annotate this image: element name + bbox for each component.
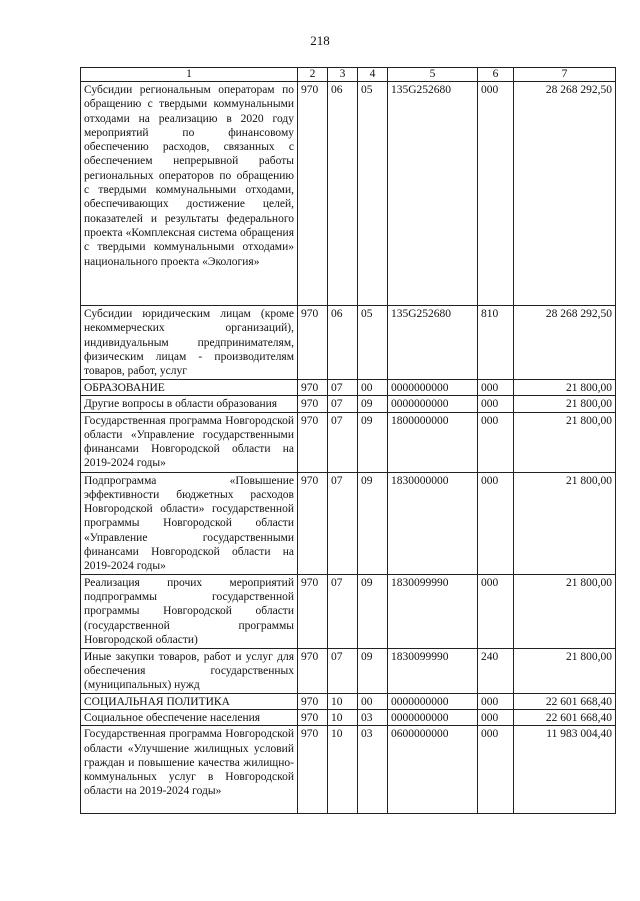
row-name-text: Субсидии региональным операторам по обращению с твердыми коммунальными отходами на реализацию в 2020 году мероприятий по финансовому обеспечению расходов, связанных с обеспечением непрерывной работы региональных операторов по обращению с твердыми коммунальными отходами, обеспечивающих достижение целей, показателей и результаты федерального проекта «Комплексная система обращения с твердыми коммунальными отходами» национального проекта «Экология»	[84, 84, 294, 268]
row-code-expense-type: 000	[478, 396, 514, 412]
row-code-section: 06	[328, 82, 358, 306]
row-code-expense-type: 000	[478, 709, 514, 725]
row-code-section: 07	[328, 574, 358, 648]
row-code-grbs: 970	[298, 472, 328, 574]
row-code-section: 07	[328, 396, 358, 412]
row-name-text: Социальное обеспечение населения	[84, 711, 261, 724]
row-name-text: Подпрограмма «Повышение эффективности бюджетных расходов Новгородской области» государственной программы Новгородской области «Управление государственными финансами Новгородской области на 2019-2024 годы»	[84, 474, 294, 573]
row-code-expense-type: 000	[478, 380, 514, 396]
header-cell: 4	[358, 68, 388, 82]
row-code-target: 0600000000	[388, 726, 478, 814]
row-code-expense-type: 000	[478, 693, 514, 709]
row-amount: 21 800,00	[514, 396, 616, 412]
row-code-section: 07	[328, 472, 358, 574]
row-name	[81, 380, 298, 396]
header-cell: 7	[514, 68, 616, 82]
row-amount: 28 268 292,50	[514, 306, 616, 380]
row-name	[81, 726, 298, 814]
row-amount: 28 268 292,50	[514, 82, 616, 306]
header-cell: 1	[81, 68, 298, 82]
row-code-subsection: 00	[358, 693, 388, 709]
table-row	[81, 693, 616, 709]
table-row	[81, 380, 616, 396]
page-number: 218	[310, 33, 330, 48]
row-amount: 21 800,00	[514, 472, 616, 574]
row-code-target: 1830099990	[388, 574, 478, 648]
table-row	[81, 472, 616, 574]
row-name	[81, 412, 298, 472]
row-code-section: 07	[328, 380, 358, 396]
table-row	[81, 306, 616, 380]
table-row	[81, 412, 616, 472]
row-code-subsection: 09	[358, 472, 388, 574]
row-name	[81, 648, 298, 693]
row-code-grbs: 970	[298, 82, 328, 306]
row-code-expense-type: 240	[478, 648, 514, 693]
row-amount: 22 601 668,40	[514, 693, 616, 709]
row-amount: 21 800,00	[514, 412, 616, 472]
row-name	[81, 306, 298, 380]
row-code-grbs: 970	[298, 726, 328, 814]
row-amount: 11 983 004,40	[514, 726, 616, 814]
row-code-subsection: 03	[358, 709, 388, 725]
row-code-subsection: 09	[358, 396, 388, 412]
row-code-target: 1830000000	[388, 472, 478, 574]
row-code-subsection: 09	[358, 574, 388, 648]
row-code-expense-type: 000	[478, 82, 514, 306]
row-code-expense-type: 000	[478, 412, 514, 472]
row-name-text: СОЦИАЛЬНАЯ ПОЛИТИКА	[84, 695, 230, 708]
row-code-target: 0000000000	[388, 380, 478, 396]
budget-table	[80, 67, 616, 814]
table-row	[81, 709, 616, 725]
row-name	[81, 82, 298, 306]
row-code-subsection: 09	[358, 648, 388, 693]
row-code-grbs: 970	[298, 412, 328, 472]
header-cell: 5	[388, 68, 478, 82]
row-code-target: 135G252680	[388, 82, 478, 306]
row-code-section: 10	[328, 726, 358, 814]
row-code-section: 10	[328, 693, 358, 709]
row-name	[81, 709, 298, 725]
row-code-grbs: 970	[298, 396, 328, 412]
row-code-target: 135G252680	[388, 306, 478, 380]
row-name-text: Иные закупки товаров, работ и услуг для обеспечения государственных (муниципальных) нужд	[84, 650, 294, 692]
row-code-expense-type: 000	[478, 574, 514, 648]
table-row	[81, 648, 616, 693]
row-amount: 21 800,00	[514, 648, 616, 693]
row-name-text: Государственная программа Новгородской области «Управление государственными финансами Новгородской области на 2019-2024 годы»	[84, 414, 294, 470]
row-name-text: Реализация прочих мероприятий подпрограммы государственной программы Новгородской области (государственной программы Новгородской области)	[84, 576, 294, 646]
row-code-target: 0000000000	[388, 396, 478, 412]
row-code-target: 0000000000	[388, 709, 478, 725]
row-code-subsection: 00	[358, 380, 388, 396]
row-code-section: 07	[328, 648, 358, 693]
row-code-section: 10	[328, 709, 358, 725]
row-code-target: 1800000000	[388, 412, 478, 472]
row-name	[81, 574, 298, 648]
header-cell: 2	[298, 68, 328, 82]
row-code-expense-type: 000	[478, 472, 514, 574]
row-code-subsection: 05	[358, 306, 388, 380]
row-code-grbs: 970	[298, 709, 328, 725]
row-name-text: ОБРАЗОВАНИЕ	[84, 382, 165, 394]
row-name-text: Государственная программа Новгородской области «Улучшение жилищных условий граждан и повышение качества жилищно-коммунальных услуг в Новгородской области на 2019-2024 годы»	[84, 728, 294, 798]
row-code-section: 06	[328, 306, 358, 380]
row-code-target: 0000000000	[388, 693, 478, 709]
row-code-grbs: 970	[298, 380, 328, 396]
row-code-grbs: 970	[298, 306, 328, 380]
table-row	[81, 82, 616, 306]
row-code-expense-type: 000	[478, 726, 514, 814]
row-amount: 22 601 668,40	[514, 709, 616, 725]
row-code-grbs: 970	[298, 693, 328, 709]
row-code-grbs: 970	[298, 574, 328, 648]
header-row	[81, 68, 616, 82]
row-code-grbs: 970	[298, 648, 328, 693]
row-code-subsection: 09	[358, 412, 388, 472]
table-row	[81, 726, 616, 814]
table-row	[81, 574, 616, 648]
row-amount: 21 800,00	[514, 574, 616, 648]
row-code-subsection: 05	[358, 82, 388, 306]
row-code-subsection: 03	[358, 726, 388, 814]
row-code-section: 07	[328, 412, 358, 472]
header-cell: 3	[328, 68, 358, 82]
row-name	[81, 472, 298, 574]
row-name	[81, 693, 298, 709]
row-amount: 21 800,00	[514, 380, 616, 396]
row-code-expense-type: 810	[478, 306, 514, 380]
row-name-text: Другие вопросы в области образования	[84, 398, 278, 411]
row-name	[81, 396, 298, 412]
row-name-text: Субсидии юридическим лицам (кроме некоммерческих организаций), индивидуальным предпринимателям, физическим лицам - производителям товаров, работ, услуг	[84, 308, 294, 378]
table-row	[81, 396, 616, 412]
row-code-target: 1830099990	[388, 648, 478, 693]
header-cell: 6	[478, 68, 514, 82]
